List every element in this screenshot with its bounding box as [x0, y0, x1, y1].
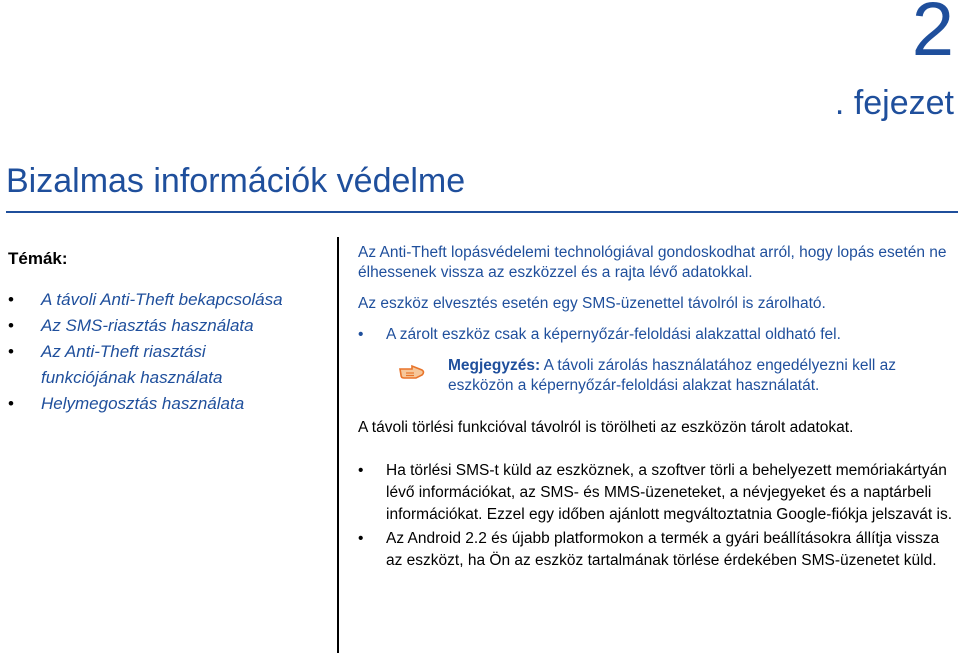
lock-bullet: • A zárolt eszköz csak a képernyőzár-feloldási alakzattal oldható fel.	[358, 325, 958, 345]
lock-paragraph: Az eszköz elvesztés esetén egy SMS-üzenettel távolról is zárolható.	[358, 295, 826, 312]
topic-text-continued: funkciójának használata	[41, 368, 223, 387]
topics-heading: Témák:	[8, 249, 68, 268]
topic-item	[8, 287, 308, 313]
topic-text: • Az SMS-riasztás használata	[41, 316, 254, 335]
topic-text: • A távoli Anti-Theft bekapcsolása	[41, 290, 283, 309]
topic-text: • Helymegosztás használata	[41, 394, 245, 413]
chapter-number: 2	[911, 0, 954, 72]
pointing-hand-icon	[398, 360, 426, 382]
topic-item	[8, 313, 308, 339]
main-content	[358, 243, 958, 572]
wipe-bullet: • Ha törlési SMS-t küld az eszköznek, a szoftver törli a behelyezett memóriakártyán lévő információkat, az SMS- és MMS-üzeneteket, a névjegyeket és a naptárbeli információkat. Ezzel egy időben ajánlott megváltoztatnia Google-fiókja jelszavát is.	[358, 460, 958, 526]
intro-paragraph: Az Anti-Theft lopásvédelemi technológiával gondoskodhat arról, hogy lopás esetén ne élhessenek vissza az eszközzel és a rajta lévő adatokkal.	[358, 244, 947, 281]
column-divider	[337, 237, 339, 653]
topic-item	[8, 339, 308, 391]
wipe-paragraph: A távoli törlési funkcióval távolról is törölheti az eszközön tárolt adatokat.	[358, 419, 854, 436]
chapter-label: . fejezet	[834, 84, 954, 122]
page-title: Bizalmas információk védelme	[6, 162, 466, 200]
topic-text: • Az Anti-Theft riasztási	[41, 342, 206, 361]
note-block	[358, 356, 958, 396]
wipe-bullet: • Az Android 2.2 és újabb platformokon a termék a gyári beállításokra állítja vissza az eszközt, ha Ön az eszköz tartalmának törlése érdekében SMS-üzenetet küld.	[358, 528, 958, 572]
note-label: Megjegyzés:	[448, 357, 541, 374]
topic-item	[8, 391, 308, 417]
note-text: A távoli zárolás használatához engedélyezni kell az eszközön a képernyőzár-feloldási alakzat használatát.	[448, 357, 897, 394]
title-divider	[6, 211, 958, 213]
topics-list	[8, 287, 308, 417]
